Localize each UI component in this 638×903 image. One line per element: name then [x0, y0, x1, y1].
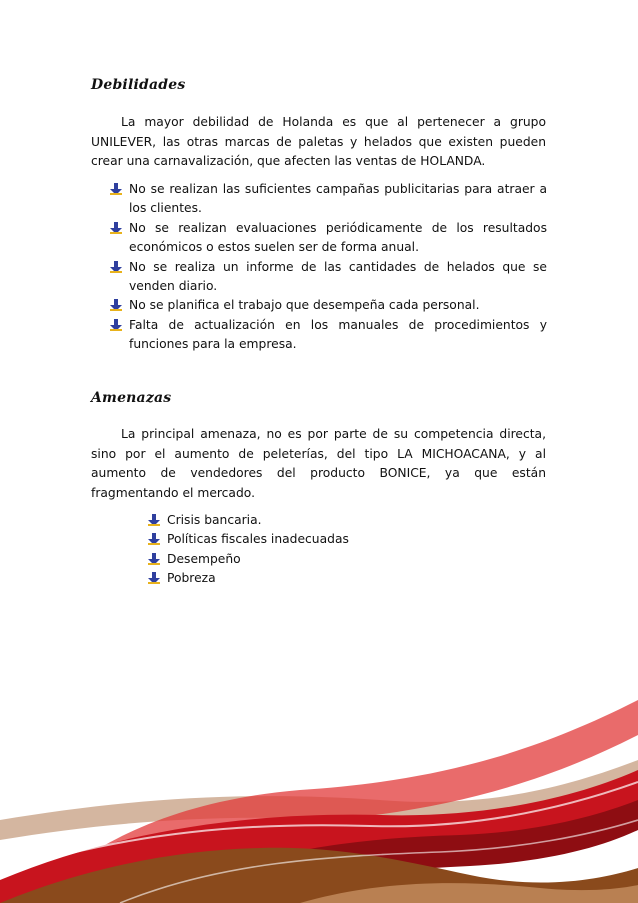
- list-item-text: No se realiza un informe de las cantidades de helados que se venden diario.: [129, 259, 547, 294]
- list-item-text: No se realizan evaluaciones periódicamente de los resultados económicos o estos suelen ser de forma anual.: [129, 220, 547, 255]
- list-item-text: Pobreza: [167, 571, 216, 586]
- list-item-text: Políticas fiscales inadecuadas: [167, 532, 349, 547]
- section-heading-debilidades: Debilidades: [91, 77, 186, 93]
- list-item-text: Falta de actualización en los manuales de procedimientos y funciones para la empresa.: [129, 317, 547, 352]
- list-item-text: No se realizan las suficientes campañas publicitarias para atraer a los clientes.: [129, 182, 547, 216]
- list-item-text: Crisis bancaria.: [167, 513, 262, 527]
- list-item-text: No se planifica el trabajo que desempeña cada personal.: [129, 298, 480, 313]
- section-heading-amenazas: Amenazas: [91, 390, 172, 406]
- debilidades-paragraph: La mayor debilidad de Holanda es que al pertenecer a grupo UNILEVER, las otras marcas de paletas y helados que existen pueden crear una carnavalización, que afecten las ventas de HOLANDA.: [91, 115, 546, 169]
- amenazas-paragraph: La principal amenaza, no es por parte de su competencia directa, sino por el aumento de peleterías, del tipo LA MICHOACANA, y al aumento de vendedores del producto BONICE, ya que están fragmentando el mercado.: [91, 427, 546, 500]
- list-item-text: Desempeño: [167, 551, 241, 566]
